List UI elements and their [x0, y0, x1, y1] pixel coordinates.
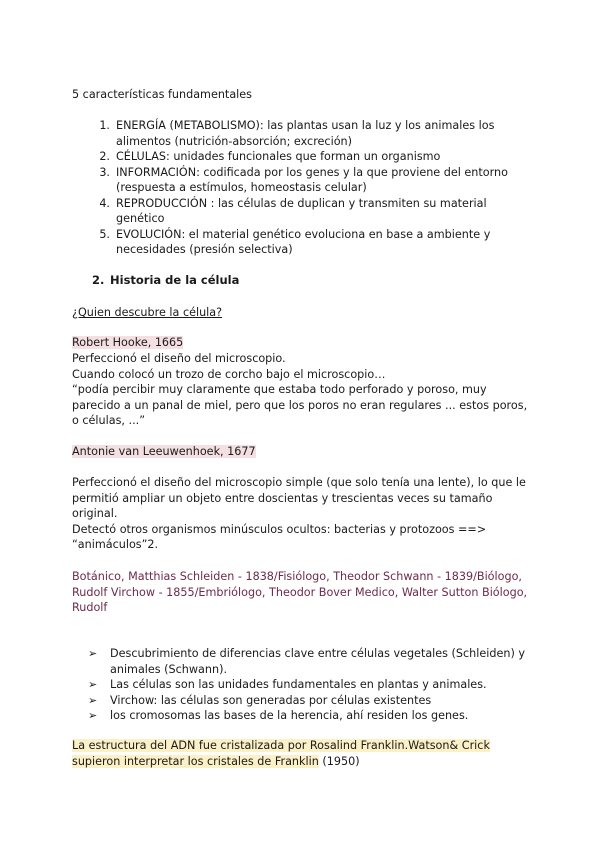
list-item: ➢ Virchow: las células son generadas por células existentes: [88, 693, 432, 707]
list-item: ➢ los cromosomas las bases de la herencia, ahí residen los genes.: [88, 709, 469, 722]
hooke-line: Cuando colocó un trozo de corcho bajo el microscopio…: [72, 367, 386, 381]
list-item: ➢ Descubrimiento de diferencias clave entre células vegetales (Schleiden) y animales (Schwann).: [88, 647, 525, 676]
characteristics-list: [92, 118, 512, 258]
arrow-bullet-icon: ➢: [88, 678, 98, 691]
leeuwenhoek-line: Perfeccionó el diseño del microscopio simple (que solo tenía una lente), lo que le permitió ampliar un objeto entre doscientas y trescientas veces su tamaño original.: [72, 476, 526, 520]
question-heading: ¿Quien descubre la célula?: [72, 306, 223, 319]
hooke-line: Perfeccionó el diseño del microscopio.: [72, 352, 286, 365]
leeuwenhoek-body: [72, 475, 532, 553]
arrow-bullet-icon: ➢: [88, 709, 98, 722]
hooke-body: [72, 351, 532, 429]
list-item: 5. EVOLUCIÓN: el material genético evoluciona en base a ambiente y necesidades (presión selectiva): [99, 227, 491, 256]
arrow-bullet-icon: ➢: [88, 647, 98, 660]
hooke-quote: “podía percibir muy claramente que estaba todo perforado y poroso, muy parecido a un panal de miel, pero que los poros no eran regulares ... estos poros, o células, ...”: [72, 383, 528, 427]
list-item: ➢ Las células son las unidades fundamentales en plantas y animales.: [88, 678, 487, 691]
dna-paragraph: La estructura del ADN fue cristalizada por Rosalind Franklin.Watson& Crick supieron interpretar los cristales de Franklin (1950): [72, 739, 490, 768]
section-heading: 2. Historia de la célula: [92, 273, 240, 287]
hooke-heading: Robert Hooke, 1665: [72, 336, 184, 349]
findings-list: [88, 646, 538, 724]
list-item: 4. REPRODUCCIÓN : las células de duplican y transmiten su material genético: [99, 196, 487, 225]
list-item: 1. ENERGÍA (METABOLISMO): las plantas usan la luz y los animales los alimentos (nutrición-absorción; excreción): [99, 119, 495, 148]
leeuwenhoek-line: Detectó otros organismos minúsculos ocultos: bacterias y protozoos ==> “animáculos”2.: [72, 522, 487, 551]
list-item: 3. INFORMACIÓN: codificada por los genes y la que proviene del entorno (respuesta a estímulos, homeostasis celular): [99, 165, 508, 194]
arrow-bullet-icon: ➢: [88, 693, 98, 707]
leeuwenhoek-heading: Antonie van Leeuwenhoek, 1677: [72, 445, 256, 458]
list-item: 2. CÉLULAS: unidades funcionales que forman un organismo: [99, 150, 441, 163]
scientists-list: Botánico, Matthias Schleiden - 1838/Fisiólogo, Theodor Schwann - 1839/Biólogo, Rudolf Virchow - 1855/Embriólogo, Theodor Bover Medico, Walter Sutton Biólogo, Rudolf: [72, 570, 528, 614]
intro-text: 5 características fundamentales: [72, 88, 252, 101]
